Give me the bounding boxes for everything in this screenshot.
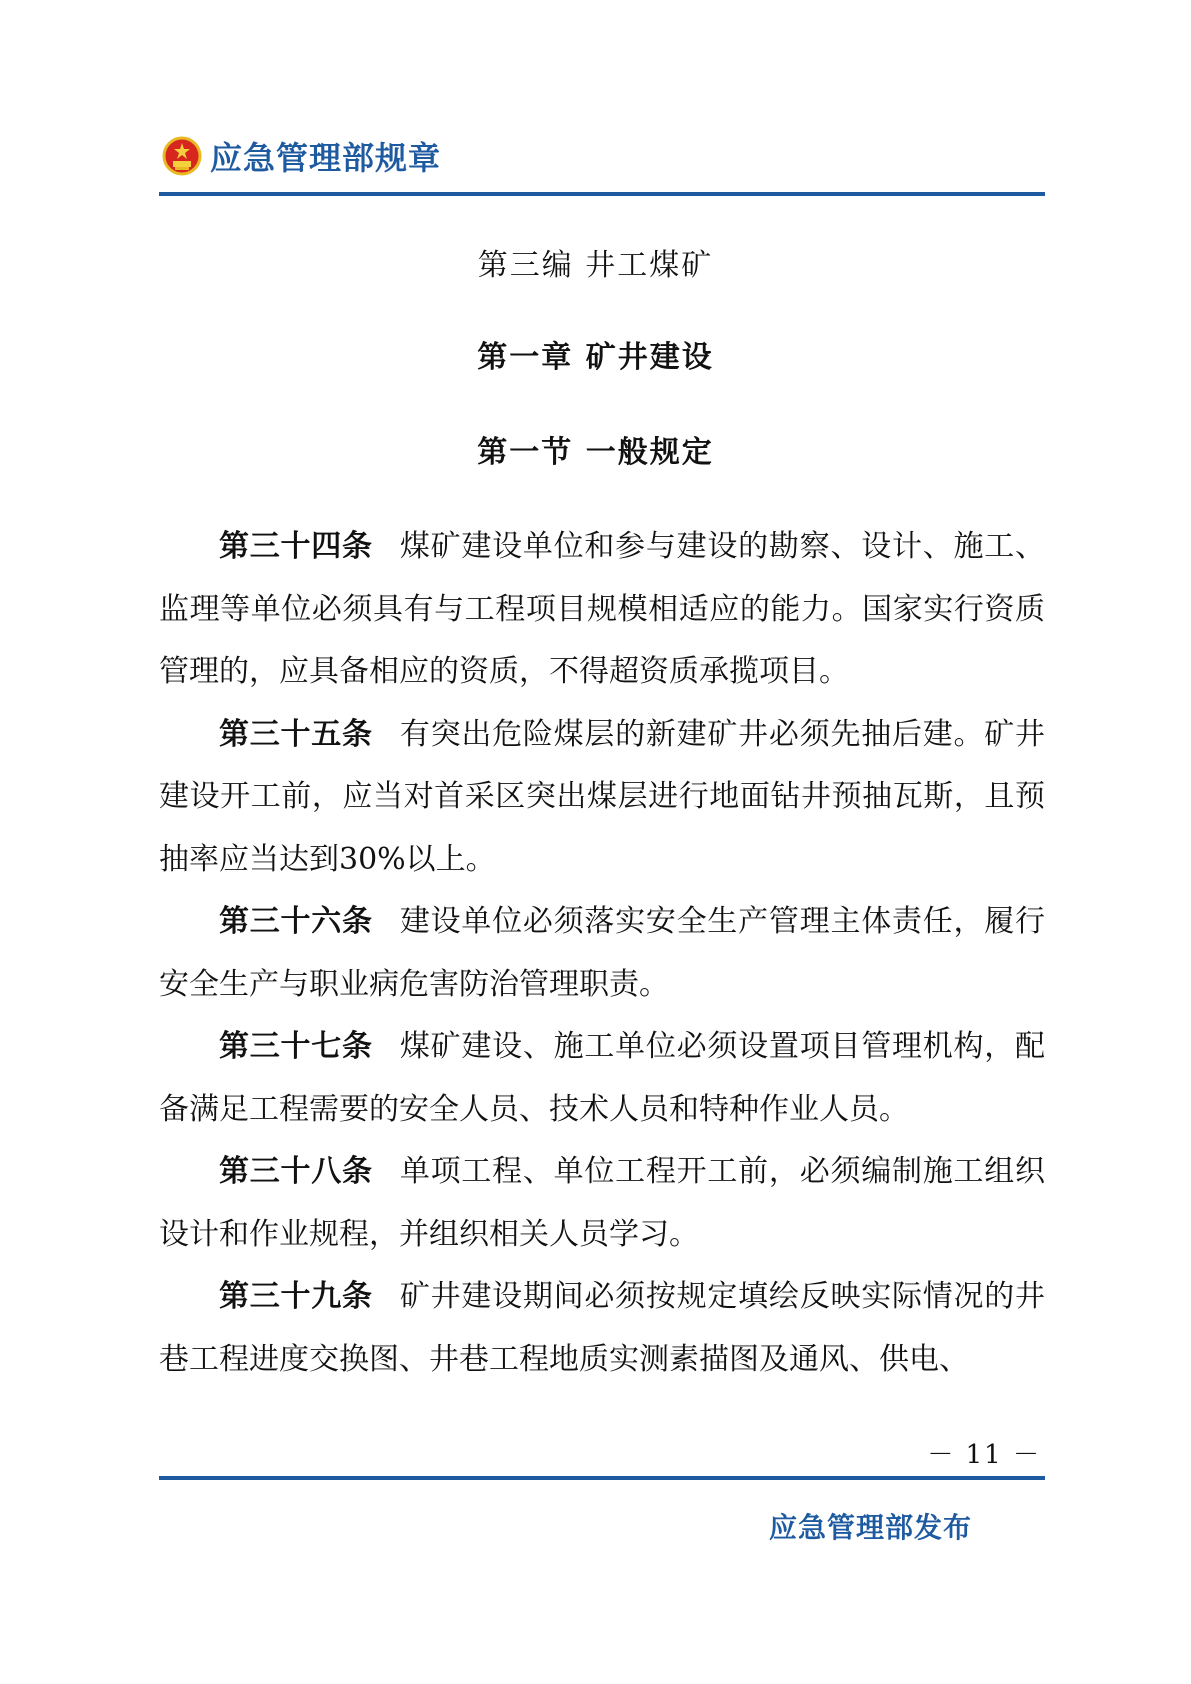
article-text: 有突出危险煤层的新建矿井必须先抽后建。矿井建设开工前，应当对首采区突出煤层进行地面钻井预抽瓦斯，且预抽率应当达到30%以上。: [159, 716, 1046, 877]
article-number: 第三十六条: [219, 904, 373, 939]
article-text: 矿井建设期间必须按规定填绘反映实际情况的井巷工程进度交换图、井巷工程地质实测素描图及通风、供电、: [159, 1279, 1046, 1377]
article-39: [159, 1266, 1045, 1391]
page-header: [162, 128, 441, 184]
article-38: [159, 1141, 1045, 1266]
article-number: 第三十七条: [219, 1029, 373, 1064]
article-36: [159, 891, 1045, 1016]
article-number: 第三十九条: [219, 1279, 373, 1314]
part-heading: 第三编 井工煤矿: [477, 248, 714, 283]
article-35: [159, 704, 1045, 892]
article-number: 第三十四条: [219, 529, 373, 564]
national-emblem-icon: [162, 136, 202, 176]
article-text: 煤矿建设单位和参与建设的勘察、设计、施工、监理等单位必须具有与工程项目规模相适应的能力。国家实行资质管理的，应具备相应的资质，不得超资质承揽项目。: [159, 529, 1046, 689]
footer-divider: [159, 1476, 1045, 1480]
chapter-heading: 第一章 矿井建设: [477, 340, 714, 375]
section-heading: 第一节 一般规定: [477, 435, 714, 470]
article-number: 第三十八条: [219, 1154, 373, 1189]
header-divider: [159, 192, 1045, 196]
article-text: 单项工程、单位工程开工前，必须编制施工组织设计和作业规程，并组织相关人员学习。: [159, 1154, 1046, 1252]
article-list: [159, 516, 1045, 1391]
article-text: 建设单位必须落实安全生产管理主体责任，履行安全生产与职业病危害防治管理职责。: [159, 904, 1046, 1002]
article-37: [159, 1016, 1045, 1141]
article-34: [159, 516, 1045, 704]
page-number: － 11 －: [927, 1440, 1041, 1470]
article-text: 煤矿建设、施工单位必须设置项目管理机构，配备满足工程需要的安全人员、技术人员和特种作业人员。: [159, 1029, 1046, 1127]
header-title: 应急管理部规章: [210, 139, 442, 177]
article-number: 第三十五条: [219, 716, 373, 752]
footer-publisher: 应急管理部发布: [768, 1511, 972, 1544]
